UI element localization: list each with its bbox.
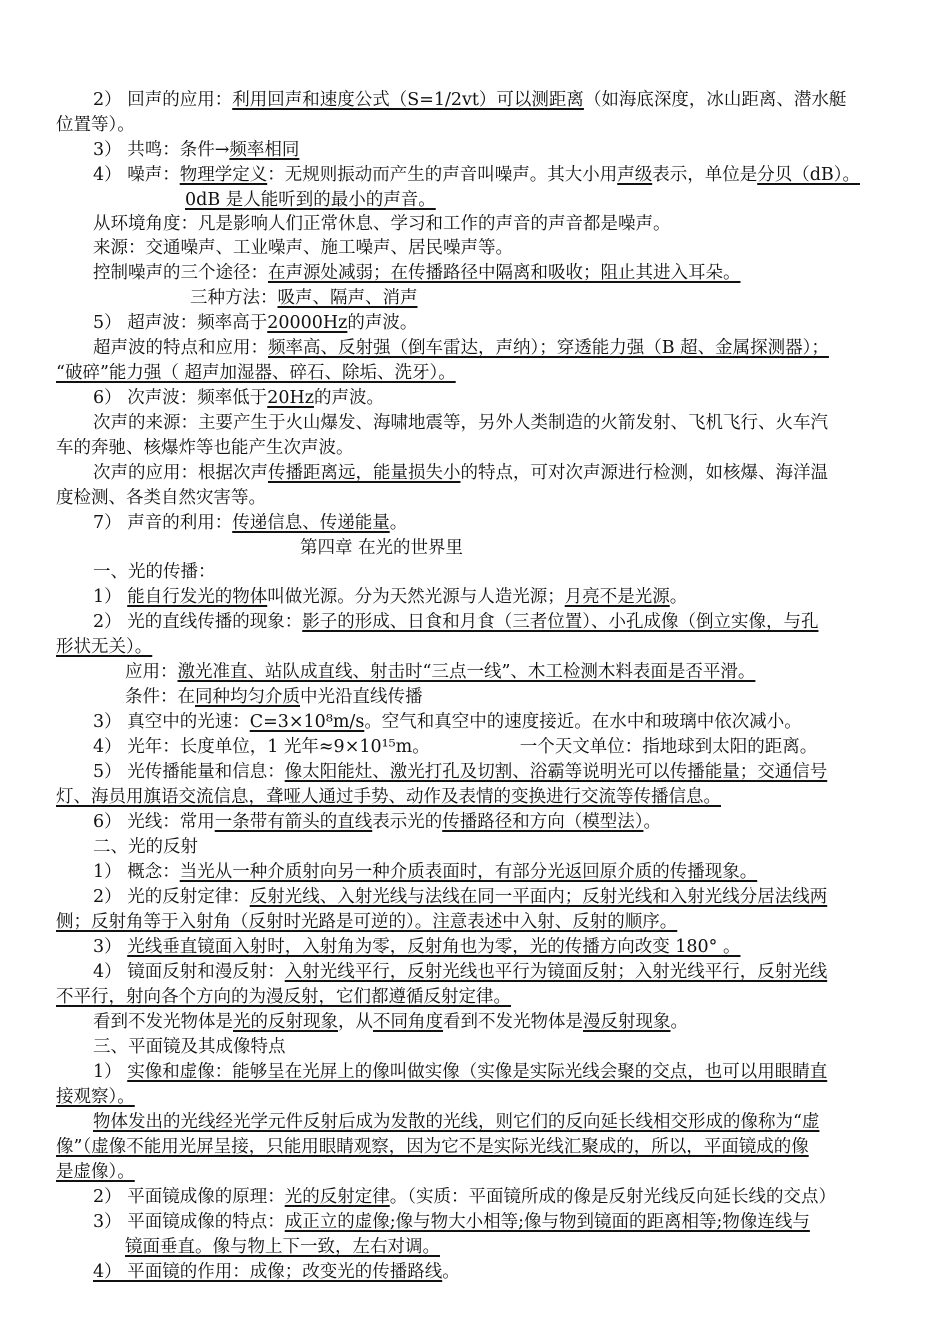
text-segment: 6） 次声波：频率低于 — [93, 388, 268, 408]
text-line — [56, 1160, 135, 1184]
text-line — [93, 1185, 836, 1209]
text-segment: 第四章 在光的世界里 — [300, 538, 464, 558]
underlined-text: 0dB 是人能听到的最小的声音。 — [185, 190, 436, 210]
text-segment: 叫做光源。分为天然光源与人造光源； — [267, 587, 565, 607]
text-line — [93, 1260, 460, 1284]
text-segment: 来源：交通噪声、工业噪声、施工噪声、居民噪声等。 — [93, 238, 513, 258]
text-line — [56, 361, 456, 385]
text-segment: 5） 超声波：频率高于 — [93, 313, 268, 333]
text-segment: 车的奔驰、核爆炸等也能产生次声波。 — [56, 438, 354, 458]
underlined-text: 像”（虚像不能用光屏呈接，只能用眼睛观察，因为它不是实际光线汇聚成的，所以，平面镜成的像 — [56, 1137, 809, 1157]
underlined-text: 物理学定义 — [179, 165, 268, 185]
underlined-text: 像太阳能灶、激光打孔及切割、浴霸等说明光可以传播能量；交通信号 — [284, 762, 828, 782]
underlined-text: 传播路径和方向（模型法） — [442, 812, 644, 832]
text-line — [56, 1085, 135, 1109]
text-line — [93, 610, 818, 634]
underlined-text: 不平行，射向各个方向的为漫反射，它们都遵循反射定律。 — [56, 987, 511, 1007]
underlined-text: 光线垂直镜面入射时，入射角为零，反射角也为零，光的传播方向改变 180° 。 — [127, 937, 741, 957]
text-line — [93, 835, 198, 859]
text-line — [125, 685, 423, 709]
text-line — [93, 138, 299, 162]
underlined-text: 侧；反射角等于入射角（反射时光路是可逆的）。注意表述中入射、反射的顺序。 — [56, 912, 678, 932]
text-segment: 的声波。 — [347, 313, 418, 333]
underlined-text: 成正立的虚像;像与物大小相等;像与物到镜面的距离相等;物像连线与 — [284, 1212, 810, 1232]
text-line — [93, 336, 829, 360]
text-segment: 。空气和真空中的速度接近。在水中和玻璃中依次减小。 — [364, 712, 802, 732]
text-segment: 的声波。 — [313, 388, 384, 408]
text-segment: 次声的应用：根据次声 — [93, 463, 268, 483]
underlined-text: 声级 — [617, 165, 653, 185]
text-segment: 。 — [670, 1012, 688, 1032]
text-segment: 表示，单位是 — [652, 165, 758, 185]
text-line — [93, 710, 802, 734]
text-segment: 三、平面镜及其成像特点 — [93, 1037, 286, 1057]
text-line — [93, 212, 671, 236]
text-line — [93, 1060, 827, 1084]
text-segment: 6） 光线：常用 — [93, 812, 215, 832]
underlined-text: 当光从一种介质射向另一种介质表面时，有部分光返回原介质的传播现象。 — [179, 862, 758, 882]
text-line — [93, 1010, 688, 1034]
text-segment: 二、光的反射 — [93, 837, 198, 857]
text-segment: 次声的来源：主要产生于火山爆发、海啸地震等，另外人类制造的火箭发射、飞机飞行、火车汽 — [93, 413, 828, 433]
text-segment: 。 — [389, 513, 408, 533]
text-line — [125, 1235, 440, 1259]
text-segment: 条件：在 — [125, 687, 195, 707]
text-segment: 控制噪声的三个途径： — [93, 263, 268, 283]
text-line — [56, 985, 511, 1009]
underlined-text: “破碎”能力强（ 超声加湿器、碎石、除垢、洗牙）。 — [56, 363, 456, 383]
text-line — [93, 461, 828, 485]
underlined-text: 20Hz — [267, 388, 314, 408]
underlined-text: 不同角度 — [373, 1012, 443, 1032]
text-segment: 。 — [669, 587, 688, 607]
underlined-text: 在声源处减弱；在传播路径中隔离和吸收；阻止其进入耳朵。 — [268, 263, 741, 283]
text-segment: 3） 共鸣：条件→ — [93, 140, 230, 160]
text-line — [93, 236, 513, 260]
text-line — [93, 960, 827, 984]
text-segment: 超声波的特点和应用： — [93, 338, 268, 358]
underlined-text: 形状无关）。 — [56, 637, 153, 657]
underlined-text: 漫反射现象 — [583, 1012, 671, 1032]
text-line — [93, 261, 741, 285]
underlined-text: 灯、海员用旗语交流信息，聋哑人通过手势、动作及表情的变换进行交流等传播信息。 — [56, 787, 721, 807]
text-line — [56, 436, 354, 460]
text-line — [93, 885, 827, 909]
underlined-text: 4） 平面镜的作用：成像；改变光的传播路线 — [93, 1262, 443, 1282]
text-segment: 。 — [643, 812, 661, 832]
text-segment: 一个天文单位：指地球到太阳的距离。 — [519, 737, 818, 757]
text-line — [93, 88, 846, 112]
text-line — [56, 635, 152, 659]
underlined-text: 反射光线、入射光线与法线在同一平面内；反射光线和入射光线分居法线两 — [249, 887, 828, 907]
text-line — [93, 386, 384, 410]
text-line — [56, 113, 135, 137]
text-line — [56, 1135, 809, 1159]
text-segment: 1） 概念： — [93, 862, 180, 882]
underlined-text: 利用回声和速度公式（S=1/2vt）可以测距离 — [232, 90, 584, 110]
text-line — [93, 311, 417, 335]
underlined-text: 分贝（dB）。 — [757, 165, 861, 185]
underlined-text: 光的反射定律 — [284, 1187, 390, 1207]
text-line — [93, 935, 740, 959]
text-segment: 1） — [93, 1062, 128, 1082]
text-segment: 4） 光年：长度单位，1 光年≈9×10¹⁵m。 — [93, 737, 430, 757]
text-segment: 中光沿直线传播 — [300, 687, 423, 707]
text-line — [185, 188, 436, 212]
text-segment: 一、光的传播： — [93, 562, 216, 582]
underlined-text: 入射光线平行，反射光线也平行为镜面反射；入射光线平行，反射光线 — [284, 962, 828, 982]
text-segment: （如海底深度，冰山距离、潜水艇 — [583, 90, 847, 110]
text-line — [93, 163, 860, 187]
underlined-text: 镜面垂直。像与物上下一致，左右对调。 — [125, 1237, 440, 1257]
text-line — [56, 486, 266, 510]
text-segment: ：无规则振动而产生的声音叫噪声。其大小用 — [267, 165, 618, 185]
text-line — [93, 511, 407, 535]
underlined-text: 月亮不是光源 — [564, 587, 670, 607]
text-segment: 从环境角度：凡是影响人们正常休息、学习和工作的声音的声音都是噪声。 — [93, 214, 671, 234]
underlined-text: 频率高、反射强（倒车雷达，声纳）；穿透能力强（B 超、金属探测器）； — [268, 338, 829, 358]
text-segment: 表示光的 — [372, 812, 443, 832]
text-segment: 看到不发光物体是 — [93, 1012, 233, 1032]
text-line — [93, 760, 827, 784]
text-segment: 度检测、各类自然灾害等。 — [56, 488, 266, 508]
text-segment: 3） 平面镜成像的特点： — [93, 1212, 285, 1232]
underlined-text: 20000Hz — [267, 313, 348, 333]
text-segment: 的特点，可对次声源进行检测，如核爆、海洋温 — [460, 463, 828, 483]
text-line — [56, 785, 721, 809]
underlined-text: 实像和虚像：能够呈在光屏上的像叫做实像（实像是实际光线会聚的交点，也可以用眼睛直 — [127, 1062, 828, 1082]
underlined-text: 光的反射现象 — [233, 1012, 338, 1032]
text-segment: 。 — [442, 1262, 460, 1282]
underlined-text: 频率相同 — [229, 140, 300, 160]
underlined-text: 传递信息、传递能量 — [232, 513, 390, 533]
text-line — [93, 1035, 286, 1059]
text-line — [93, 411, 828, 435]
text-segment: 看到不发光物体是 — [443, 1012, 583, 1032]
text-segment: 3） — [93, 937, 128, 957]
underlined-text: 物体发出的光线经光学元件反射后成为发散的光线，则它们的反向延长线相交形成的像称为“虚 — [93, 1112, 820, 1132]
text-line — [93, 860, 757, 884]
text-segment: 4） 噪声： — [93, 165, 180, 185]
text-segment: ，从 — [338, 1012, 373, 1032]
text-segment: 5） 光传播能量和信息： — [93, 762, 285, 782]
text-line — [125, 660, 755, 684]
text-segment: 2） 光的直线传播的现象： — [93, 612, 303, 632]
text-line — [93, 560, 216, 584]
text-line — [93, 735, 817, 759]
text-line — [56, 910, 677, 934]
text-segment: 7） 声音的利用： — [93, 513, 233, 533]
text-segment: 应用： — [125, 662, 178, 682]
text-line — [93, 1110, 819, 1134]
text-segment: 位置等）。 — [56, 115, 135, 135]
text-segment: 2） 光的反射定律： — [93, 887, 250, 907]
text-segment: 2） 回声的应用： — [93, 90, 233, 110]
text-segment: 1） — [93, 587, 128, 607]
text-segment: 。（实质：平面镜所成的像是反射光线反向延长线的交点） — [389, 1187, 836, 1207]
underlined-text: C=3×10⁸m/s — [249, 712, 365, 732]
underlined-text: 传播距离远，能量损失小 — [268, 463, 461, 483]
underlined-text: 接观察）。 — [56, 1087, 135, 1107]
underlined-text: 影子的形成、日食和月食（三者位置）、小孔成像（倒立实像，与孔 — [302, 612, 819, 632]
text-segment: 3） 真空中的光速： — [93, 712, 250, 732]
text-line — [93, 810, 661, 834]
text-line — [190, 286, 418, 310]
text-segment: 三种方法： — [190, 288, 278, 308]
underlined-text: 能自行发光的物体 — [127, 587, 268, 607]
text-segment: 2） 平面镜成像的原理： — [93, 1187, 285, 1207]
underlined-text: 是虚像）。 — [56, 1162, 135, 1182]
underlined-text: 吸声、隔声、消声 — [277, 288, 418, 308]
text-line — [93, 585, 687, 609]
text-line — [93, 1210, 810, 1234]
underlined-text: 激光准直、站队成直线、射击时“三点一线”、木工检测木料表面是否平滑。 — [177, 662, 756, 682]
text-line — [300, 536, 463, 560]
text-segment: 4） 镜面反射和漫反射： — [93, 962, 285, 982]
underlined-text: 一条带有箭头的直线 — [214, 812, 373, 832]
underlined-text: 同种均匀介质 — [195, 687, 300, 707]
